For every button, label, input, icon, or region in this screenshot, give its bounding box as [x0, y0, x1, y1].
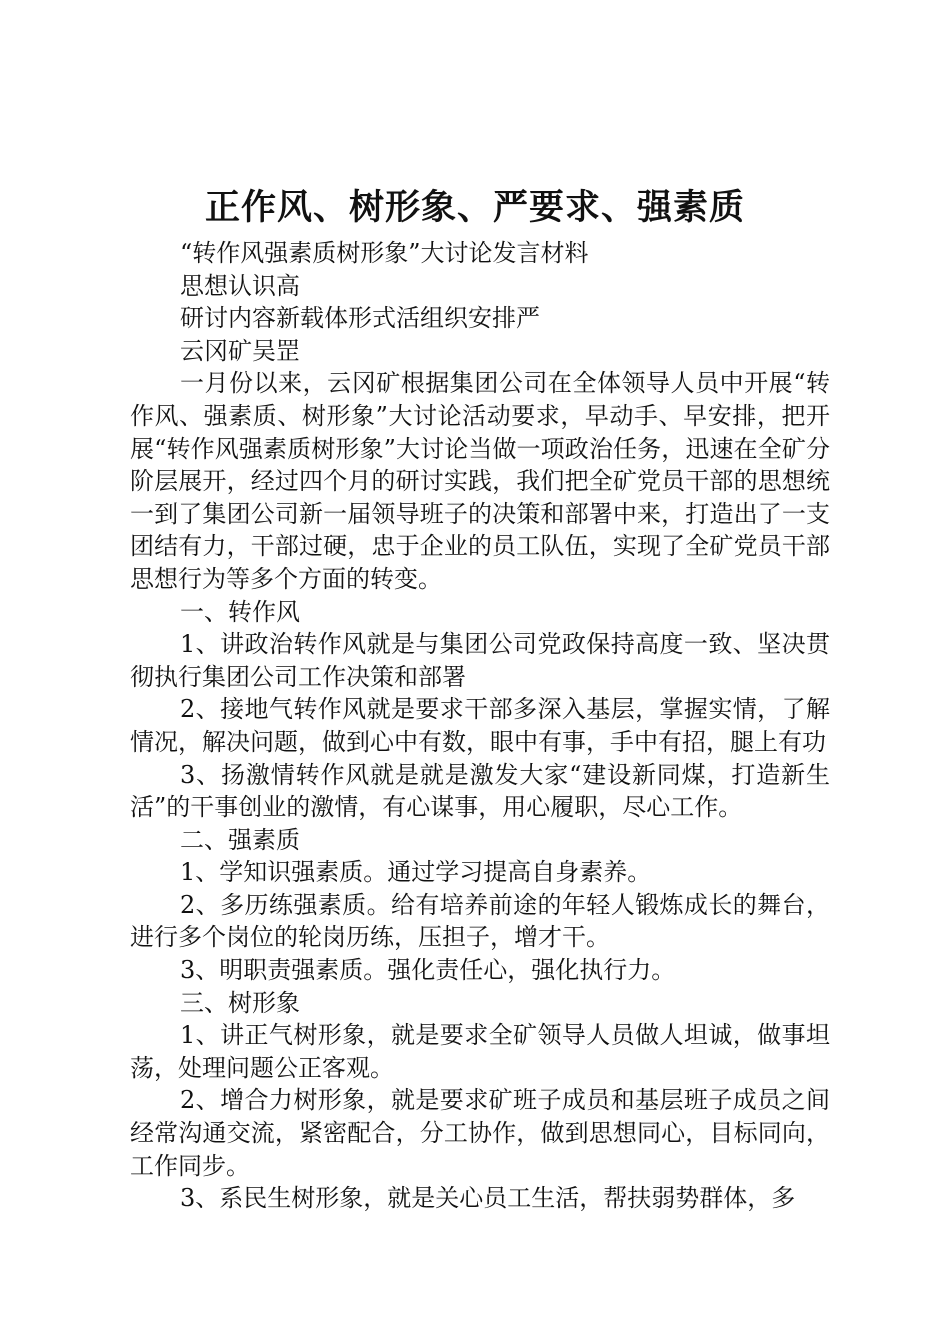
subtitle-line: “转作风强素质树形象”大讨论发言材料 — [180, 239, 589, 267]
paragraph: 3、明职责强素质。强化责任心，强化执行力。 — [180, 956, 676, 985]
section-heading: 二、强素质 — [180, 825, 300, 854]
paragraph: 2、多历练强素质。给有培养前途的年轻人锻炼成长的舞台，进行多个岗位的轮岗历练，压担子，增才干。 — [130, 890, 830, 952]
paragraph: 2、增合力树形象，就是要求矿班子成员和基层班子成员之间经常沟通交流，紧密配合，分工协作，做到思想同心，目标同向，工作同步。 — [130, 1086, 830, 1180]
paragraph: 1、讲政治转作风就是与集团公司党政保持高度一致、坚决贯彻执行集团公司工作决策和部署 — [130, 630, 830, 691]
document-body — [130, 237, 830, 1215]
subtitle-line: 研讨内容新载体形式活组织安排严 — [180, 304, 540, 333]
paragraph: 1、讲正气树形象，就是要求全矿领导人员做人坦诚，做事坦荡，处理问题公正客观。 — [130, 1021, 830, 1082]
intro-paragraph: 一月份以来，云冈矿根据集团公司在全体领导人员中开展“转作风、强素质、树形象”大讨论活动要求，早动手、早安排，把开展“转作风强素质树形象”大讨论当做一项政治任务，迅速在全矿分阶层展开，经过四个月的研讨实践，我们把全矿党员干部的思想统一到了集团公司新一届领导班子的决策和部署中来，打造出了一支团结有力，干部过硬，忠于企业的员工队伍，实现了全矿党员干部思想行为等多个方面的转变。 — [130, 369, 830, 593]
paragraph: 3、扬激情转作风就是就是激发大家“建设新同煤，打造新生活”的干事创业的激情，有心谋事，用心履职，尽心工作。 — [130, 760, 830, 822]
section-heading: 三、树形象 — [180, 988, 300, 1017]
section-heading: 一、转作风 — [180, 597, 300, 626]
subtitle-line: 思想认识高 — [180, 271, 300, 300]
paragraph: 2、接地气转作风就是要求干部多深入基层，掌握实情，了解情况，解决问题，做到心中有数，眼中有事，手中有招，腿上有功 — [130, 695, 830, 756]
author-line: 云冈矿吴罡 — [180, 336, 300, 365]
document-title: 正作风、树形象、严要求、强素质 — [204, 187, 745, 228]
paragraph: 1、学知识强素质。通过学习提高自身素养。 — [180, 858, 652, 887]
paragraph: 3、系民生树形象，就是关心员工生活，帮扶弱势群体，多 — [180, 1184, 796, 1213]
